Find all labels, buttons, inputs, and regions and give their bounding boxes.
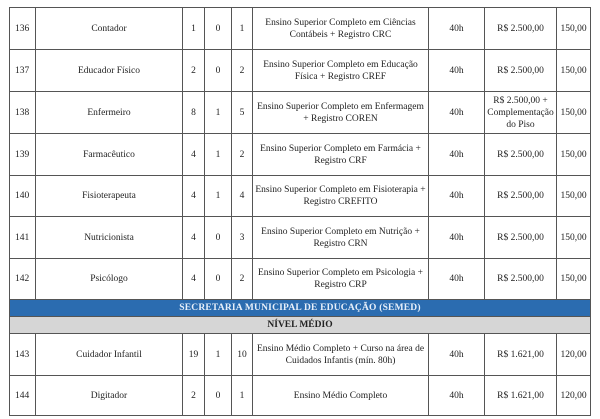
cell-code: 138	[10, 92, 36, 134]
cell-position: Contador	[36, 8, 183, 50]
cell-requirement: Ensino Superior Completo em Educação Física + Registro CREF	[253, 50, 429, 92]
cell-fee: 120,00	[557, 376, 591, 416]
cell-code: 137	[10, 50, 36, 92]
cell-code: 136	[10, 8, 36, 50]
cell-fee: 150,00	[557, 217, 591, 259]
cell-vacancies: 1	[183, 8, 205, 50]
cell-salary: R$ 1.621,00	[485, 334, 557, 376]
cell-position: Educador Físico	[36, 50, 183, 92]
cell-pcd: 0	[205, 50, 232, 92]
cell-vacancies: 4	[183, 134, 205, 176]
table-row	[10, 176, 591, 217]
cell-code: 139	[10, 134, 36, 176]
cell-salary: R$ 2.500,00	[485, 259, 557, 300]
cell-reserve: 2	[232, 259, 253, 300]
cell-vacancies: 8	[183, 92, 205, 134]
cell-requirement: Ensino Médio Completo + Curso na área de Cuidados Infantis (mín. 80h)	[253, 334, 429, 376]
cell-requirement: Ensino Superior Completo em Fisioterapia + Registro CREFITO	[253, 176, 429, 217]
cell-fee: 150,00	[557, 50, 591, 92]
cell-hours: 40h	[429, 50, 485, 92]
cell-requirement: Ensino Superior Completo em Farmácia + Registro CRF	[253, 134, 429, 176]
cell-reserve: 2	[232, 50, 253, 92]
cell-hours: 40h	[429, 217, 485, 259]
cell-fee: 150,00	[557, 134, 591, 176]
level-header-row	[10, 317, 591, 334]
cell-requirement: Ensino Superior Completo em Nutrição + Registro CRN	[253, 217, 429, 259]
cell-salary: R$ 2.500,00 + Complementação do Piso	[485, 92, 557, 134]
cell-fee: 150,00	[557, 92, 591, 134]
cell-salary: R$ 2.500,00	[485, 176, 557, 217]
cell-fee: 150,00	[557, 176, 591, 217]
positions-table	[9, 7, 591, 416]
table-row	[10, 50, 591, 92]
cell-pcd: 0	[205, 376, 232, 416]
cell-requirement: Ensino Superior Completo em Enfermagem + Registro COREN	[253, 92, 429, 134]
table-row	[10, 217, 591, 259]
level-title: NÍVEL MÉDIO	[10, 317, 591, 334]
cell-code: 141	[10, 217, 36, 259]
table-row	[10, 259, 591, 300]
cell-pcd: 0	[205, 8, 232, 50]
cell-code: 143	[10, 334, 36, 376]
cell-salary: R$ 2.500,00	[485, 217, 557, 259]
cell-reserve: 2	[232, 134, 253, 176]
cell-position: Nutricionista	[36, 217, 183, 259]
cell-salary: R$ 2.500,00	[485, 134, 557, 176]
cell-reserve: 1	[232, 8, 253, 50]
cell-salary: R$ 2.500,00	[485, 8, 557, 50]
cell-hours: 40h	[429, 334, 485, 376]
cell-vacancies: 2	[183, 376, 205, 416]
cell-pcd: 1	[205, 176, 232, 217]
cell-requirement: Ensino Médio Completo	[253, 376, 429, 416]
cell-requirement: Ensino Superior Completo em Psicologia + Registro CRP	[253, 259, 429, 300]
cell-vacancies: 4	[183, 176, 205, 217]
cell-position: Digitador	[36, 376, 183, 416]
cell-hours: 40h	[429, 259, 485, 300]
cell-reserve: 1	[232, 376, 253, 416]
cell-fee: 120,00	[557, 334, 591, 376]
section-header-row	[10, 300, 591, 317]
cell-reserve: 10	[232, 334, 253, 376]
cell-pcd: 0	[205, 259, 232, 300]
cell-reserve: 4	[232, 176, 253, 217]
cell-salary: R$ 2.500,00	[485, 50, 557, 92]
cell-reserve: 5	[232, 92, 253, 134]
cell-position: Enfermeiro	[36, 92, 183, 134]
cell-position: Cuidador Infantil	[36, 334, 183, 376]
cell-hours: 40h	[429, 134, 485, 176]
cell-code: 144	[10, 376, 36, 416]
cell-vacancies: 19	[183, 334, 205, 376]
cell-fee: 150,00	[557, 259, 591, 300]
cell-pcd: 1	[205, 334, 232, 376]
cell-requirement: Ensino Superior Completo em Ciências Contábeis + Registro CRC	[253, 8, 429, 50]
table-row	[10, 376, 591, 416]
cell-hours: 40h	[429, 92, 485, 134]
cell-code: 142	[10, 259, 36, 300]
cell-vacancies: 4	[183, 217, 205, 259]
cell-vacancies: 2	[183, 50, 205, 92]
cell-hours: 40h	[429, 376, 485, 416]
table-row	[10, 8, 591, 50]
cell-pcd: 1	[205, 92, 232, 134]
cell-hours: 40h	[429, 176, 485, 217]
cell-pcd: 1	[205, 134, 232, 176]
table-row	[10, 134, 591, 176]
cell-position: Fisioterapeuta	[36, 176, 183, 217]
cell-position: Psicólogo	[36, 259, 183, 300]
cell-salary: R$ 1.621,00	[485, 376, 557, 416]
cell-hours: 40h	[429, 8, 485, 50]
table-row	[10, 92, 591, 134]
cell-pcd: 0	[205, 217, 232, 259]
cell-reserve: 3	[232, 217, 253, 259]
cell-fee: 150,00	[557, 8, 591, 50]
section-title: SECRETARIA MUNICIPAL DE EDUCAÇÃO (SEMED)	[10, 300, 591, 317]
table-row	[10, 334, 591, 376]
cell-vacancies: 4	[183, 259, 205, 300]
cell-position: Farmacêutico	[36, 134, 183, 176]
cell-code: 140	[10, 176, 36, 217]
